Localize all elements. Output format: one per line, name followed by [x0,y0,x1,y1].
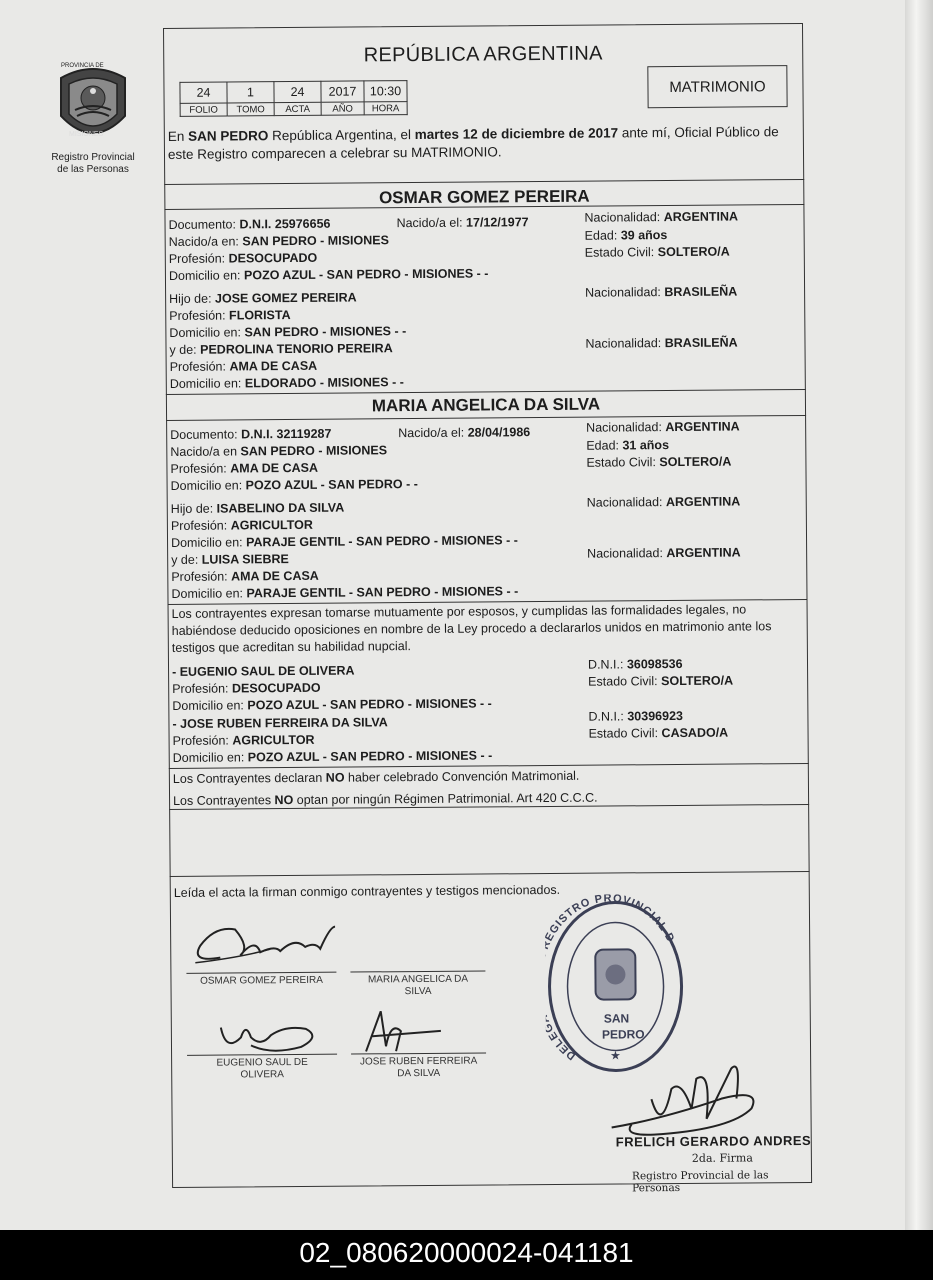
c2-civil: Estado Civil: SOLTERO/A [586,454,732,470]
c2-padre-domicilio: Domicilio en: PARAJE GENTIL - SAN PEDRO - MISIONES - - [170,533,518,550]
signature-caption-3: EUGENIO SAUL DE OLIVERA [216,1056,308,1081]
act-type-box: MATRIMONIO [647,65,787,108]
c2-madre: y de: LUISA SIEBRE [171,552,289,567]
c1-padre: Hijo de: JOSE GOMEZ PEREIRA [169,290,357,306]
anio-value: 2017 [321,81,364,102]
seal-text-bottom: MISIONES [69,131,104,138]
c1-padre-nacionalidad: Nacionalidad: BRASILEÑA [585,284,738,300]
signature-caption-2: MARIA ANGELICA DA SILVA [367,973,469,998]
testigo2-domicilio: Domicilio en: POZO AZUL - SAN PEDRO - MISIONES - - [172,748,493,765]
official-role: 2da. Firma [691,1151,753,1165]
c1-madre-profesion: Profesión: AMA DE CASA [169,358,318,374]
c1-edad: Edad: 39 años [584,228,668,243]
testigo2-profesion: Profesión: AGRICULTOR [172,732,315,748]
c1-profesion: Profesión: DESOCUPADO [168,250,318,266]
testigo1-name: - EUGENIO SAUL DE OLIVERA [172,663,355,679]
c1-padre-domicilio: Domicilio en: SAN PEDRO - MISIONES - - [169,324,407,340]
c2-profesion: Profesión: AMA DE CASA [170,460,319,476]
signature-osmar-icon [180,907,351,978]
c1-madre-nacionalidad: Nacionalidad: BRASILEÑA [585,335,738,351]
svg-text:★: ★ [610,1048,621,1063]
c2-madre-profesion: Profesión: AMA DE CASA [171,568,319,584]
testigo2-civil: Estado Civil: CASADO/A [588,725,729,741]
c2-lugar: Nacido/a en SAN PEDRO - MISIONES [170,443,388,459]
official-name: FRELICH GERARDO ANDRES [615,1132,812,1150]
c1-civil: Estado Civil: SOLTERO/A [584,244,730,260]
footer-code: 02_080620000024-041181 [0,1230,933,1280]
stamp-center2: PEDRO [601,1027,645,1042]
c2-nacionalidad: Nacionalidad: ARGENTINA [586,419,740,435]
c2-edad: Edad: 31 años [586,438,670,453]
c2-padre-nacionalidad: Nacionalidad: ARGENTINA [586,494,741,510]
testigo1-civil: Estado Civil: SOLTERO/A [588,673,734,689]
c2-madre-domicilio: Domicilio en: PARAJE GENTIL - SAN PEDRO - MISIONES - - [171,584,519,601]
signature-caption-1: OSMAR GOMEZ PEREIRA [200,974,323,987]
c1-domicilio: Domicilio en: POZO AZUL - SAN PEDRO - MISIONES - - [168,266,489,283]
logo-caption-line2: de las Personas [57,164,129,175]
c1-nacido: Nacido/a el: 17/12/1977 [396,215,529,231]
stamp-ring-text: DELEGACION DEL REGISTRO PROVINCIAL D [544,893,677,1063]
seal-text-top: PROVINCIA DE [61,63,104,69]
c2-domicilio: Domicilio en: POZO AZUL - SAN PEDRO - - [170,477,418,493]
contrayente2-name: MARIA ANGELICA DA SILVA [371,394,601,416]
declaration-paragraph: Los contrayentes expresan tomarse mutuamente por esposos, y cumplidas las formalidades legales, no habiéndose deducido oposiciones en nombre de la Ley procedo a declararlos unidos en matrimonio ante los testigos que acreditan su habilidad nupcial. [171,602,772,655]
registry-table [179,80,407,117]
c1-documento: Documento: D.N.I. 25976656 [168,216,331,232]
registry-logo [38,58,148,176]
firma-text: Leída el acta la firman conmigo contrayentes y testigos mencionados. [173,882,561,900]
tomo-value: 1 [227,82,274,103]
logo-caption-line1: Registro Provincial [51,152,135,163]
c1-madre: y de: PEDROLINA TENORIO PEREIRA [169,341,393,357]
marriage-certificate [163,23,812,1195]
testigo2-dni: D.N.I.: 30396923 [588,708,684,724]
acta-value: 24 [274,81,321,102]
hora-value: 10:30 [364,81,407,102]
c2-documento: Documento: D.N.I. 32119287 [170,426,332,442]
page-edge [905,0,933,1230]
signature-caption-4: JOSE RUBEN FERREIRA DA SILVA [359,1055,478,1080]
testigo1-profesion: Profesión: DESOCUPADO [172,680,321,696]
c1-lugar: Nacido/a en: SAN PEDRO - MISIONES [168,233,389,249]
intro-paragraph: En SAN PEDRO República Argentina, el martes 12 de diciembre de 2017 ante mí, Oficial Público de este Registro comparecen a celebrar su MATRIMONIO. [167,124,779,162]
c2-madre-nacionalidad: Nacionalidad: ARGENTINA [587,545,741,561]
convencion-line2: Los Contrayentes NO optan por ningún Régimen Patrimonial. Art 420 C.C.C. [173,790,598,808]
hora-label: HORA [364,102,407,115]
country-title: REPÚBLICA ARGENTINA [363,42,603,67]
anio-label: AÑO [321,102,364,115]
folio-label: FOLIO [180,103,227,116]
signature-eugenio-icon [211,1007,341,1058]
acta-label: ACTA [274,102,321,115]
folio-value: 24 [180,82,227,103]
contrayente1-name: OSMAR GOMEZ PEREIRA [378,186,590,208]
c1-madre-domicilio: Domicilio en: ELDORADO - MISIONES - - [169,375,404,391]
testigo1-domicilio: Domicilio en: POZO AZUL - SAN PEDRO - MISIONES - - [172,696,492,713]
tomo-label: TOMO [227,103,274,116]
stamp-center1: SAN [603,1011,630,1026]
c2-padre-profesion: Profesión: AGRICULTOR [170,517,313,533]
c1-padre-profesion: Profesión: FLORISTA [169,308,291,323]
c2-nacido: Nacido/a el: 28/04/1986 [398,425,531,441]
official-institution: Registro Provincial de las Personas [631,1169,769,1195]
testigo1-dni: D.N.I.: 36098536 [587,656,683,672]
testigo2-name: - JOSE RUBEN FERREIRA DA SILVA [172,715,388,731]
convencion-line1: Los Contrayentes declaran NO haber celebrado Convención Matrimonial. [172,768,580,786]
c2-padre: Hijo de: ISABELINO DA SILVA [170,500,345,516]
c1-nacionalidad: Nacionalidad: ARGENTINA [584,209,739,225]
